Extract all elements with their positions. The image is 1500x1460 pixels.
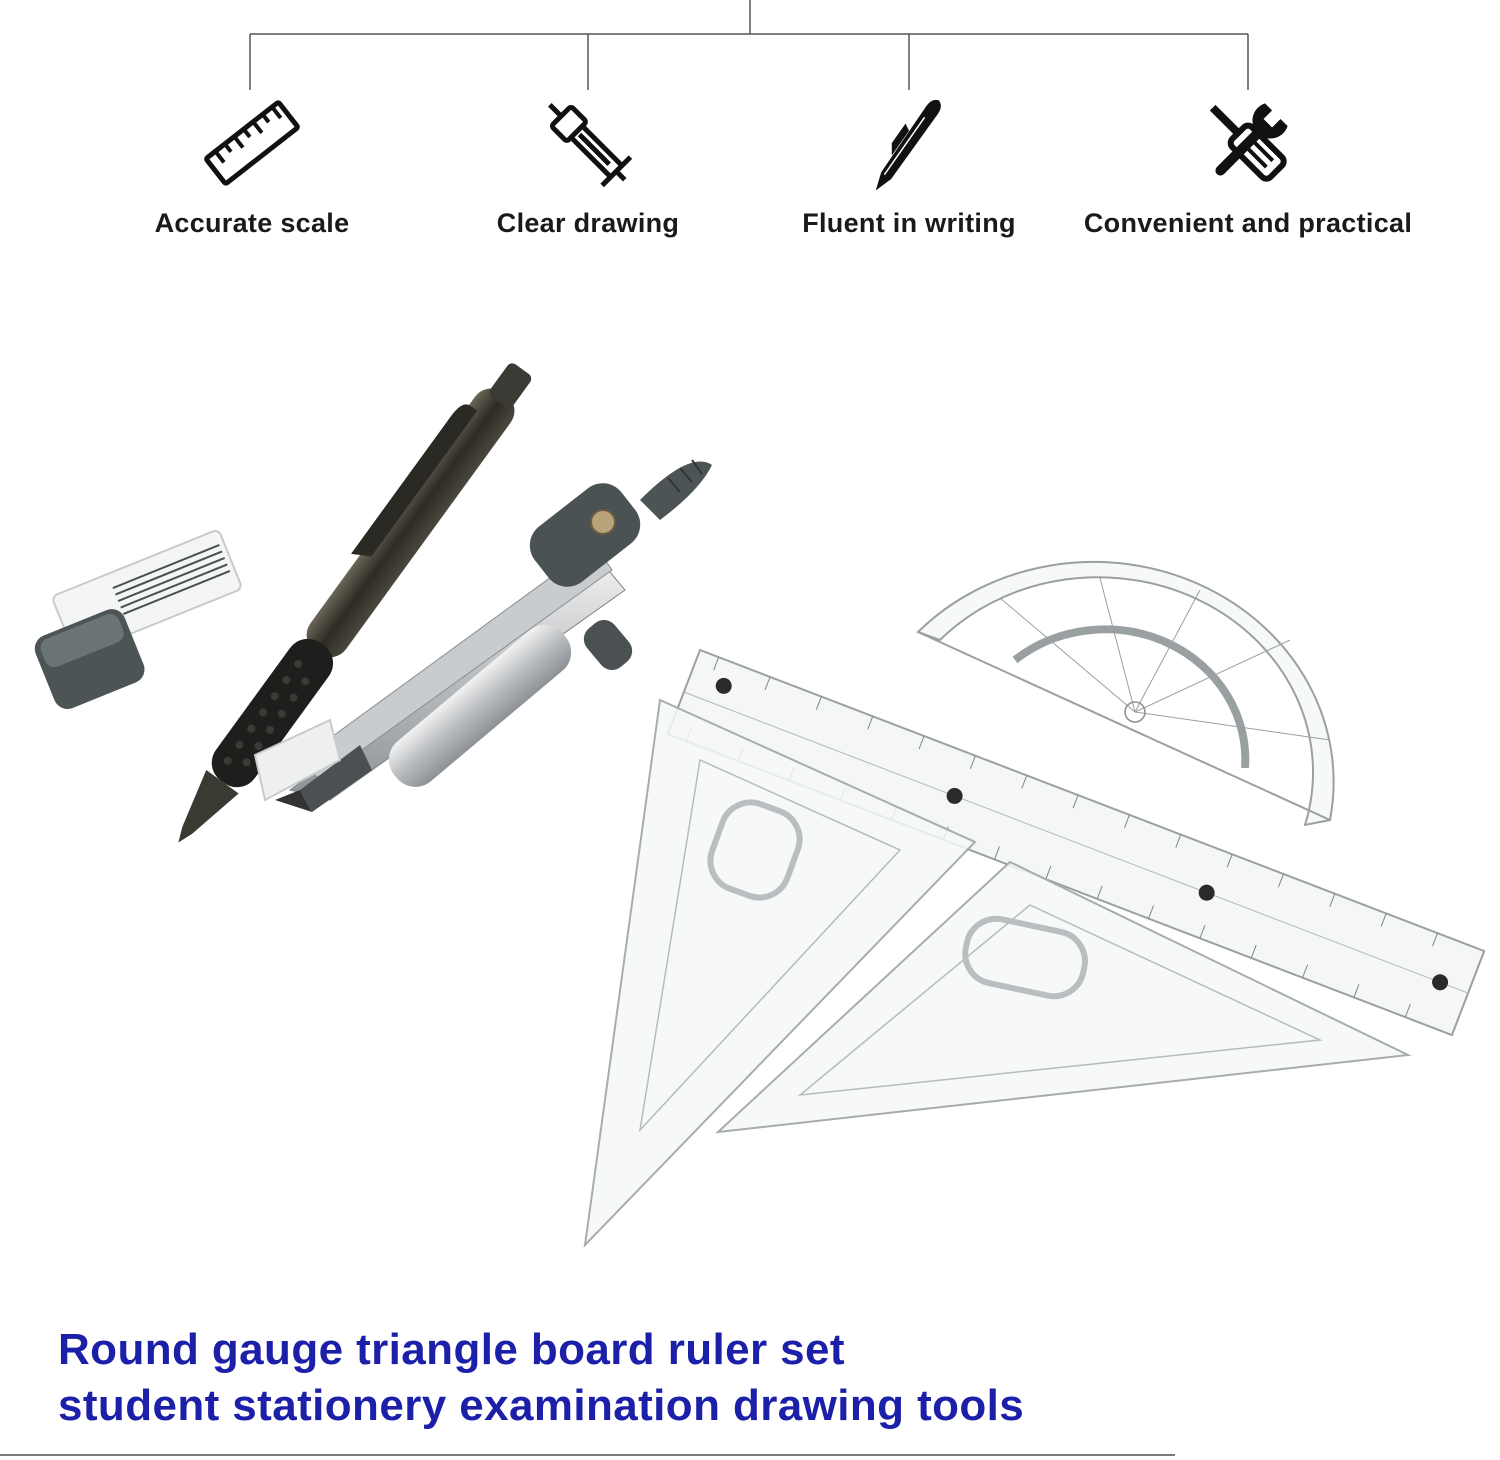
caption-line-2: student stationery examination drawing tools	[58, 1381, 1025, 1430]
feature-label: Fluent in writing	[802, 208, 1016, 238]
compass-icon	[533, 88, 643, 198]
bottom-divider	[0, 1454, 1175, 1456]
ruler-icon	[197, 88, 307, 198]
caption-line-1: Round gauge triangle board ruler set	[58, 1325, 845, 1374]
feature-clear-drawing	[408, 88, 768, 239]
feature-convenient-practical	[1068, 88, 1428, 239]
feature-accurate-scale	[72, 88, 432, 239]
product-photo	[0, 360, 1500, 1260]
feature-fluent-writing	[729, 88, 1089, 239]
feature-label: Convenient and practical	[1083, 208, 1413, 238]
pen-icon	[854, 88, 964, 198]
feature-label: Clear drawing	[496, 208, 680, 238]
product-caption	[58, 1322, 1024, 1434]
tools-icon	[1193, 88, 1303, 198]
feature-connector-lines	[0, 0, 1500, 95]
lead-refill-case	[31, 529, 243, 713]
feature-label: Accurate scale	[154, 208, 350, 238]
